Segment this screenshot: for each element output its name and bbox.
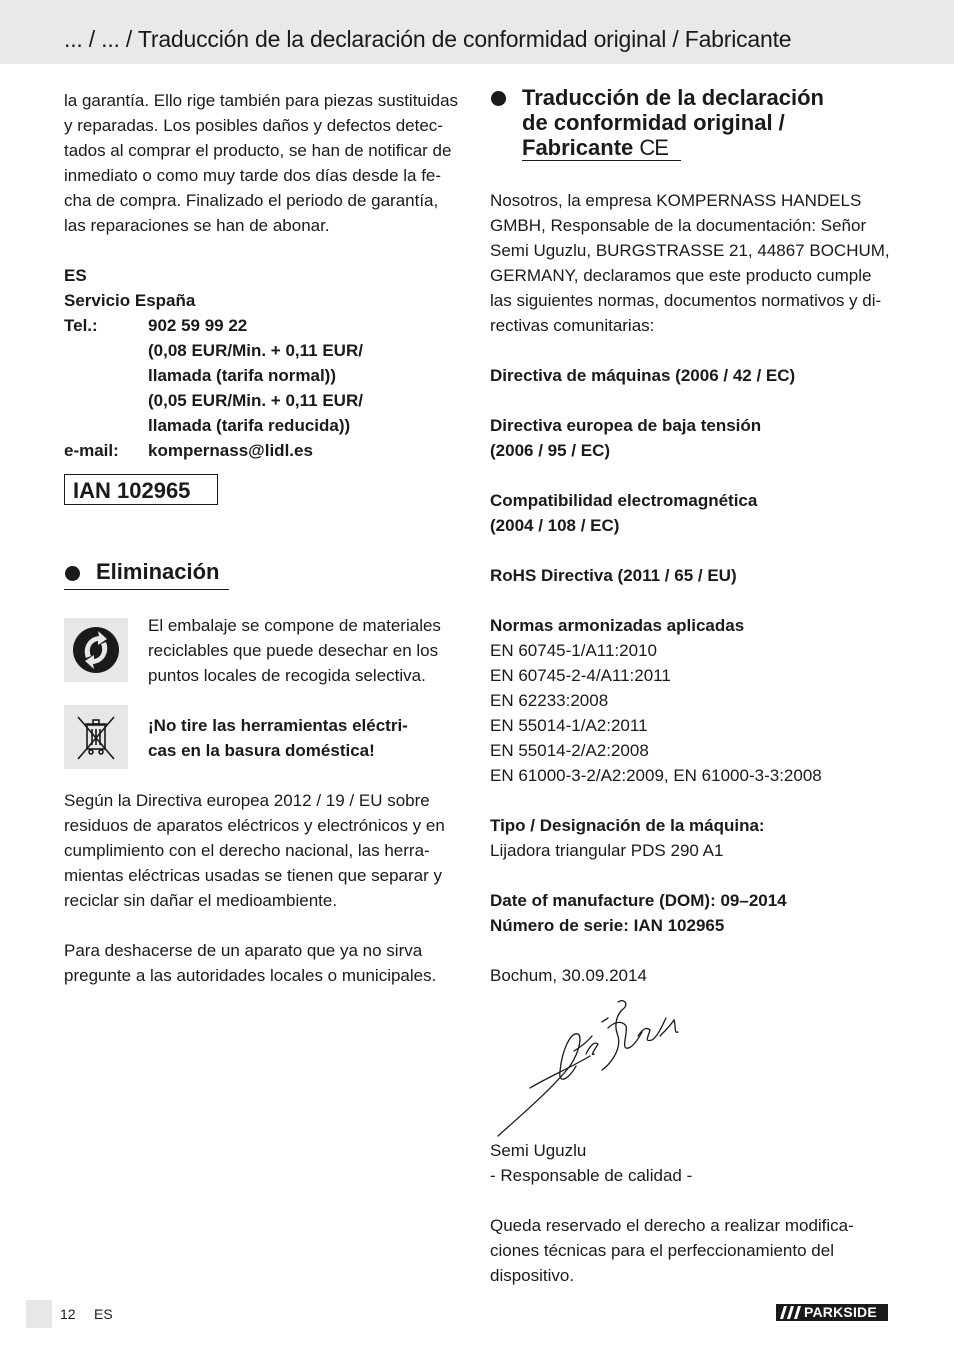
standard-item: EN 55014-2/A2:2008: [490, 741, 649, 760]
standard-item: EN 61000-3-2/A2:2009, EN 61000-3-3:2008: [490, 766, 822, 785]
text-line: Para deshacerse de un aparato que ya no sirva: [64, 941, 423, 960]
tel-rate-line: (0,05 EUR/Min. + 0,11 EUR/: [148, 391, 363, 410]
service-contact-block: [64, 263, 464, 463]
standards-block: [490, 613, 900, 788]
declaration-intro: [490, 188, 900, 338]
signature-image: [490, 996, 700, 1138]
bullet-icon: [491, 91, 506, 106]
tel-rate-line: llamada (tarifa normal)): [148, 366, 336, 385]
email-link[interactable]: kompernass@lidl.es: [148, 441, 313, 460]
text-line: ciones técnicas para el perfeccionamiento del: [490, 1241, 834, 1260]
service-tel: [64, 313, 464, 338]
text-line: y reparadas. Los posibles daños y defectos detec-: [64, 116, 443, 135]
text-line: puntos locales de recogida selectiva.: [148, 666, 426, 685]
standard-item: EN 60745-1/A11:2010: [490, 641, 657, 660]
packaging-text: [148, 613, 463, 688]
text-line: cumplimiento con el derecho nacional, las herra-: [64, 841, 430, 860]
text-line: Según la Directiva europea 2012 / 19 / EU sobre: [64, 791, 430, 810]
weee-warning: [148, 713, 463, 763]
logo-stripes-icon: [780, 1306, 802, 1319]
tel-rate-line: llamada (tarifa reducida)): [148, 416, 351, 435]
email-label: e-mail:: [64, 441, 119, 460]
standard-item: EN 55014-1/A2:2011: [490, 716, 648, 735]
machine-type-block: [490, 813, 900, 863]
section-heading-disposal: Eliminación: [96, 559, 220, 584]
standards-heading: Normas armonizadas aplicadas: [490, 616, 745, 635]
footer-marker: [26, 1300, 52, 1328]
page-number: 12: [60, 1306, 76, 1322]
tel-rate-line: (0,08 EUR/Min. + 0,11 EUR/: [148, 341, 363, 360]
heading-line: Fabricante CE: [522, 135, 668, 160]
type-value: Lijadora triangular PDS 290 A1: [490, 841, 724, 860]
weee-directive-paragraph: [64, 788, 464, 913]
directive-emc: Compatibilidad electromagnética (2004 / 108 / EC): [490, 491, 758, 535]
text-line: dispositivo.: [490, 1266, 575, 1285]
text-line: mientas eléctricas usadas se tienen que separar y: [64, 866, 442, 885]
directive-rohs: RoHS Directiva (2011 / 65 / EU): [490, 566, 737, 585]
technical-reserve-paragraph: [490, 1213, 900, 1288]
ce-mark-icon: CE: [639, 135, 668, 160]
tel-label: Tel.:: [64, 316, 98, 335]
text-line: Nosotros, la empresa KOMPERNASS HANDELS: [490, 191, 862, 210]
text-line: Queda reservado el derecho a realizar modifica-: [490, 1216, 854, 1235]
text-line: El embalaje se compone de materiales: [148, 616, 441, 635]
standard-item: EN 60745-2-4/A11:2011: [490, 666, 671, 685]
text-line: cha de compra. Finalizado el periodo de garantía,: [64, 191, 439, 210]
text-line: tados al comprar el producto, se han de notificar de: [64, 141, 452, 160]
directive-low-voltage: Directiva europea de baja tensión (2006 / 95 / EC): [490, 416, 762, 460]
authority-paragraph: [64, 938, 464, 988]
ian-box: IAN 102965: [64, 474, 218, 505]
text-line: pregunte a las autoridades locales o municipales.: [64, 966, 437, 985]
text-line: rectivas comunitarias:: [490, 316, 655, 335]
heading-line: Traducción de la declaración: [522, 85, 824, 110]
manufacture-block: [490, 888, 900, 938]
heading-underline: [522, 160, 681, 161]
page-header: [0, 0, 954, 64]
standard-item: EN 62233:2008: [490, 691, 609, 710]
heading-underline: [64, 589, 229, 590]
brand-logo: [776, 1304, 888, 1321]
serial-number: Número de serie: IAN 102965: [490, 916, 725, 935]
text-line: residuos de aparatos eléctricos y electrónicos y en: [64, 816, 445, 835]
text-line: cas en la basura doméstica!: [148, 741, 375, 760]
text-line: reciclables que puede desechar en los: [148, 641, 439, 660]
warranty-paragraph: [64, 88, 464, 238]
text-line: GERMANY, declaramos que este producto cumple: [490, 266, 872, 285]
date-of-manufacture: Date of manufacture (DOM): 09–2014: [490, 891, 787, 910]
green-dot-recycling-icon: [64, 618, 128, 682]
service-country: ES: [64, 266, 87, 285]
signer-role: - Responsable de calidad -: [490, 1166, 693, 1185]
footer-language: ES: [94, 1306, 113, 1322]
text-line: las siguientes normas, documentos normativos y di-: [490, 291, 882, 310]
place-date: Bochum, 30.09.2014: [490, 966, 647, 985]
section-heading-declaration: [522, 85, 892, 160]
type-label: Tipo / Designación de la máquina:: [490, 816, 765, 835]
text-line: las reparaciones se han de abonar.: [64, 216, 330, 235]
crossed-out-bin-icon: [64, 705, 128, 769]
service-email: [64, 438, 464, 463]
signer-name: Semi Uguzlu: [490, 1141, 587, 1160]
directive-machinery: Directiva de máquinas (2006 / 42 / EC): [490, 366, 796, 385]
text-line: GMBH, Responsable de la documentación: Señor: [490, 216, 867, 235]
text-line: Semi Uguzlu, BURGSTRASSE 21, 44867 BOCHUM,: [490, 241, 890, 260]
page-title: ... / ... / Traducción de la declaración de conformidad original / Fabricante: [64, 26, 792, 52]
text-line: inmediato o como muy tarde dos días desde la fe-: [64, 166, 442, 185]
service-name: Servicio España: [64, 291, 196, 310]
text-line: reciclar sin dañar el medioambiente.: [64, 891, 338, 910]
brand-name: PARKSIDE: [804, 1304, 877, 1320]
tel-number: 902 59 99 22: [148, 316, 248, 335]
heading-line: de conformidad original /: [522, 110, 785, 135]
text-line: ¡No tire las herramientas eléctri-: [148, 716, 408, 735]
bullet-icon: [65, 566, 80, 581]
text-line: la garantía. Ello rige también para piezas sustituidas: [64, 91, 459, 110]
signer-block: [490, 1138, 900, 1188]
